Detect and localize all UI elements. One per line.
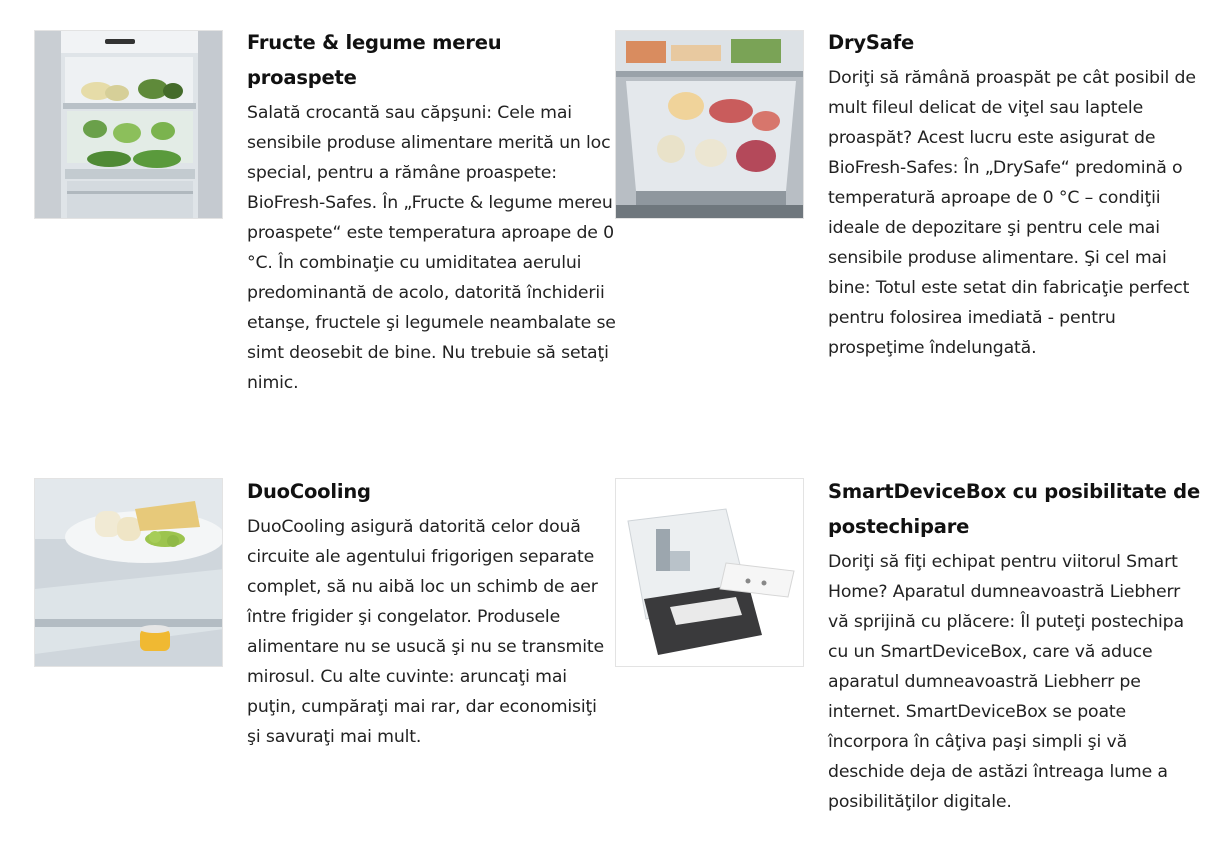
fridge-vegetable-drawer-image — [34, 30, 223, 219]
drysafe-drawer-image — [615, 30, 804, 219]
smartdevicebox-image — [615, 478, 804, 667]
feature-title: DrySafe — [828, 31, 915, 54]
feature-description: Salată crocantă sau căpşuni: Cele mai sensibile produse alimentare merită un loc special, pentru a rămâne proaspete: BioFresh-Safes. În „Fructe & legume mereu proaspete“ este temperatura aproape de 0 °C. În combinaţie cu umiditatea aerului predominantă de acolo, datorită închiderii etanşe, fructele şi legumele neambalate se simt deosebit de bine. Nu trebuie să setaţi nimic. — [247, 103, 616, 393]
feature-description: Doriţi să rămână proaspăt pe cât posibil de mult fileul delicat de viţel sau laptele proaspăt? Acest lucru este asigurat de BioFresh-Safes: În „DrySafe“ predomină o temperatură aproape de 0 °C – condiţii ideale de depozitare şi pentru cele mai sensibile produse alimentare. Şi cel mai bine: Totul este setat din fabricaţie perfect pentru folosirea imediată - pentru prospeţime îndelungată. — [828, 68, 1196, 358]
feature-description: DuoCooling asigură datorită celor două circuite ale agentului frigorigen separate complet, să nu aibă loc un schimb de aer între frigider şi congelator. Produsele alimentare nu se usucă şi nu se transmite mirosul. Cu alte cuvinte: aruncaţi mai puţin, cumpăraţi mai rar, dar economisiţi şi savuraţi mai mult. — [247, 517, 604, 747]
cheese-plate-image — [34, 478, 223, 667]
feature-title: DuoCooling — [247, 480, 371, 503]
feature-description: Doriţi să fiţi echipat pentru viitorul Smart Home? Aparatul dumneavoastră Liebherr vă sprijină cu plăcere: Îl puteţi postechipa cu un SmartDeviceBox, care vă aduce aparatul dumneavoastră Liebherr pe internet. SmartDeviceBox se poate încorpora în câţiva paşi simpli şi vă deschide deja de astăzi întreaga lume a posibilităţilor digitale. — [828, 552, 1184, 812]
feature-title: SmartDeviceBox cu posibilitate de postechipare — [828, 480, 1200, 538]
feature-title: Fructe & legume mereu proaspete — [247, 31, 502, 89]
